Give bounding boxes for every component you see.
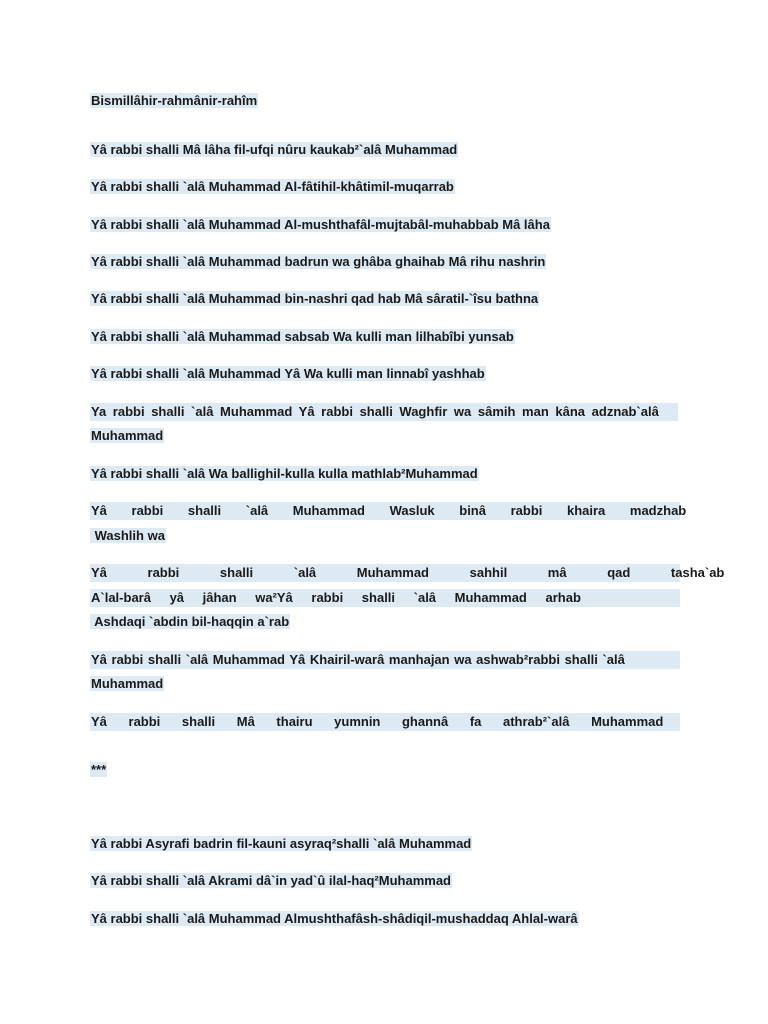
- document-title: Bismillâhir-rahmânir-rahîm: [91, 93, 258, 108]
- text-line: Yâ rabbi shalli `alâ Muhammad Al-mushthafâl-mujtabâl-muhabbab Mâ lâha: [91, 217, 550, 232]
- text-line-justified: Yâ rabbi shalli `alâ Muhammad sahhil mâ qad tasha`ab: [91, 565, 725, 580]
- separator-asterisks: ***: [91, 762, 107, 777]
- text-line: Yâ rabbi shalli `alâ Muhammad badrun wa ghâba ghaihab Mâ rihu nashrin: [91, 254, 546, 269]
- text-line: Washlih wa: [91, 528, 165, 543]
- justified-text: Ya rabbi shalli `alâ Muhammad Yâ rabbi shalli Waghfir wa sâmih man kâna adznab`alâ: [90, 403, 678, 421]
- text-line: Yâ rabbi shalli `alâ Muhammad Al-fâtihil-khâtimil-muqarrab: [91, 179, 454, 194]
- text-line: Muhammad: [91, 676, 164, 691]
- text-line: Yâ rabbi shalli `alâ Akrami dâ`in yad`û ilal-haq²Muhammad: [91, 873, 451, 888]
- text-line-justified: [90, 403, 680, 421]
- text-line-justified: A`lal-barâ yâ jâhan wa²Yâ rabbi shalli `alâ Muhammad arhab: [90, 589, 680, 607]
- text-line: Yâ rabbi shalli `alâ Wa ballighil-kulla kulla mathlab²Muhammad: [91, 466, 478, 481]
- text-line-justified: Yâ rabbi shalli `alâ Muhammad Yâ Khairil-warâ manhajan wa ashwab²rabbi shalli `alâ: [90, 651, 680, 669]
- text-line-justified: Yâ rabbi shalli `alâ Muhammad Wasluk binâ rabbi khaira madzhab: [91, 503, 687, 518]
- text-line: Yâ rabbi shalli `alâ Muhammad sabsab Wa kulli man lilhabîbi yunsab: [91, 329, 514, 344]
- text-line: Yâ rabbi shalli `alâ Muhammad Almushthafâsh-shâdiqil-mushaddaq Ahlal-warâ: [91, 911, 578, 926]
- text-line: Yâ rabbi Asyrafi badrin fil-kauni asyraq²shalli `alâ Muhammad: [91, 836, 472, 851]
- text-line: Yâ rabbi shalli Mâ lâha fil-ufqi nûru kaukab²`alâ Muhammad: [91, 142, 458, 157]
- text-line: Yâ rabbi shalli `alâ Muhammad Yâ Wa kulli man linnabî yashhab: [91, 366, 485, 381]
- text-line-justified: Yâ rabbi shalli Mâ thairu yumnin ghannâ fa athrab²`alâ Muhammad: [90, 713, 680, 731]
- text-line: Ashdaqi `abdin bil-haqqin a`rab: [91, 614, 290, 629]
- text-line: Yâ rabbi shalli `alâ Muhammad bin-nashri qad hab Mâ sâratil-`îsu bathna: [91, 291, 539, 306]
- text-line: Muhammad: [91, 428, 164, 443]
